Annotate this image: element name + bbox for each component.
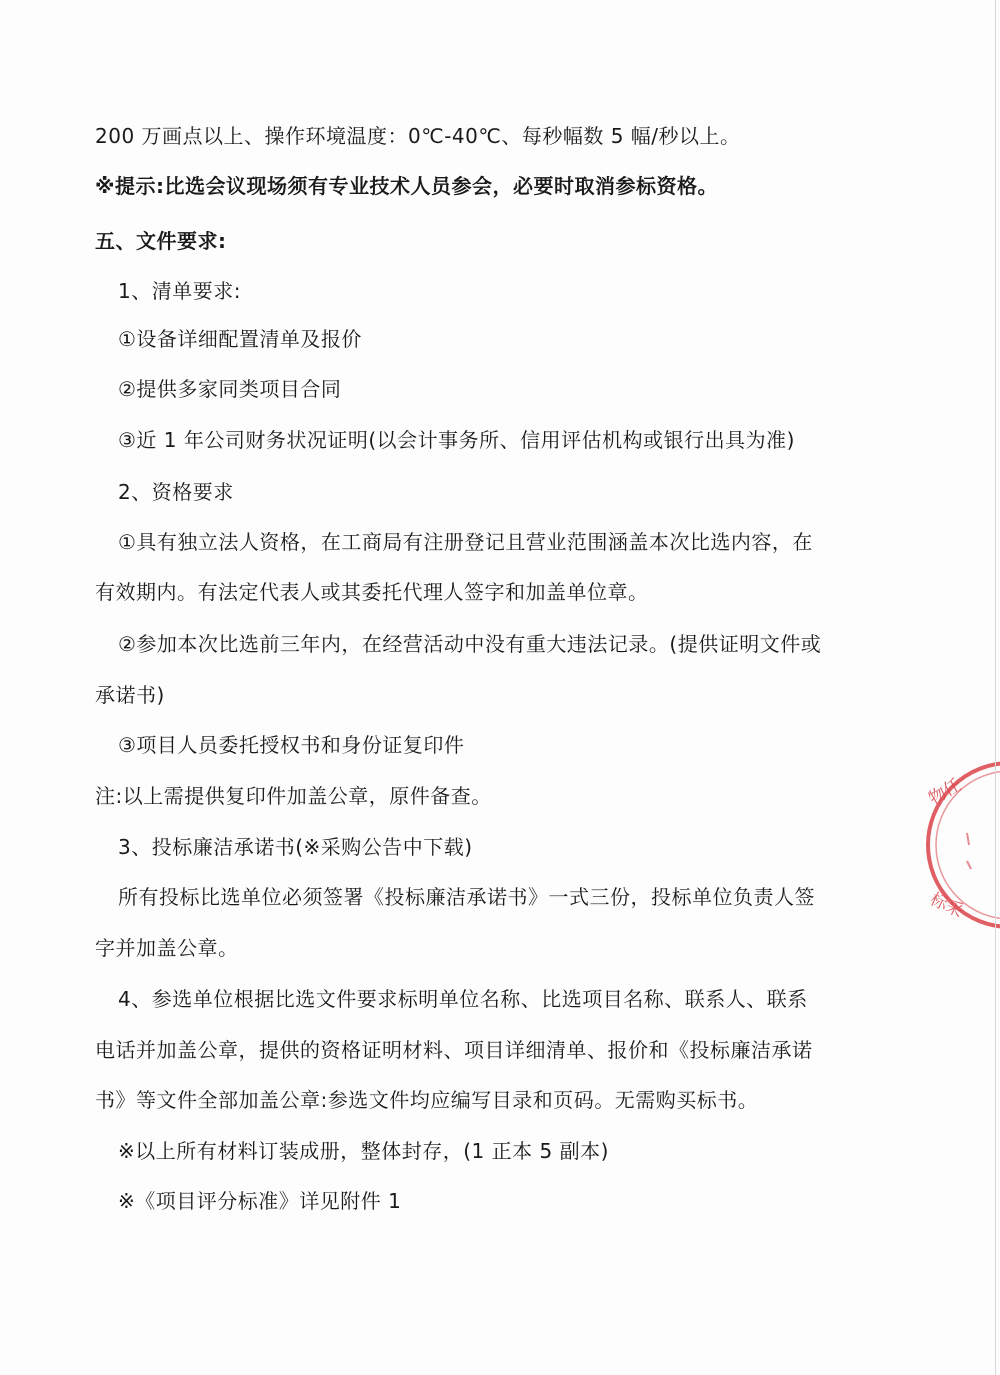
subsection-submission: 4、参选单位根据比选文件要求标明单位名称、比选项目名称、联系人、联系: [118, 987, 808, 1011]
text-line-continuation: 有效期内。有法定代表人或其委托代理人签字和加盖单位章。: [95, 580, 649, 604]
text-line-item: ②参加本次比选前三年内，在经营活动中没有重大违法记录。(提供证明文件或: [118, 632, 822, 656]
stamp-text-top: 物任: [925, 775, 965, 810]
text-line-continuation: 字并加盖公章。: [95, 936, 239, 960]
text-line-1: 200 万画点以上、操作环境温度：0℃-40℃、每秒幅数 5 幅/秒以上。: [95, 124, 741, 148]
subsection-integrity: 3、投标廉洁承诺书(※采购公告中下载): [118, 835, 473, 859]
text-line-tip: ※提示:比选会议现场须有专业技术人员参会，必要时取消参标资格。: [95, 174, 718, 198]
subsection-qualification: 2、资格要求: [118, 480, 234, 504]
text-line-item: ③项目人员委托授权书和身份证复印件: [118, 733, 465, 757]
text-line-appendix: ※《项目评分标准》详见附件 1: [118, 1189, 402, 1213]
text-line-continuation: 书》等文件全部加盖公章:参选文件均应编写目录和页码。无需购买标书。: [95, 1088, 759, 1112]
section-heading: 五、文件要求:: [95, 229, 227, 253]
stamp-text-bottom: 标采: [926, 889, 967, 922]
note-line: 注:以上需提供复印件加盖公章，原件备查。: [95, 784, 492, 808]
text-line-item: ②提供多家同类项目合同: [118, 377, 342, 401]
official-seal-stamp: [905, 735, 1000, 955]
text-line-continuation: 电话并加盖公章，提供的资格证明材料、项目详细清单、报价和《投标廉洁承诺: [95, 1038, 813, 1062]
text-line-item: ③近 1 年公司财务状况证明(以会计事务所、信用评估机构或银行出具为准): [118, 428, 795, 452]
text-line-continuation: 承诺书): [95, 683, 165, 707]
scan-edge: [995, 0, 996, 1375]
subsection-list-requirements: 1、清单要求:: [118, 279, 241, 303]
text-line-paragraph: 所有投标比选单位必须签署《投标廉洁承诺书》一式三份，投标单位负责人签: [118, 885, 815, 909]
text-line-item: ①具有独立法人资格，在工商局有注册登记且营业范围涵盖本次比选内容，在: [118, 530, 813, 554]
text-line-binding: ※以上所有材料订装成册，整体封存，(1 正本 5 副本): [118, 1139, 609, 1163]
text-line-item: ①设备详细配置清单及报价: [118, 327, 362, 351]
